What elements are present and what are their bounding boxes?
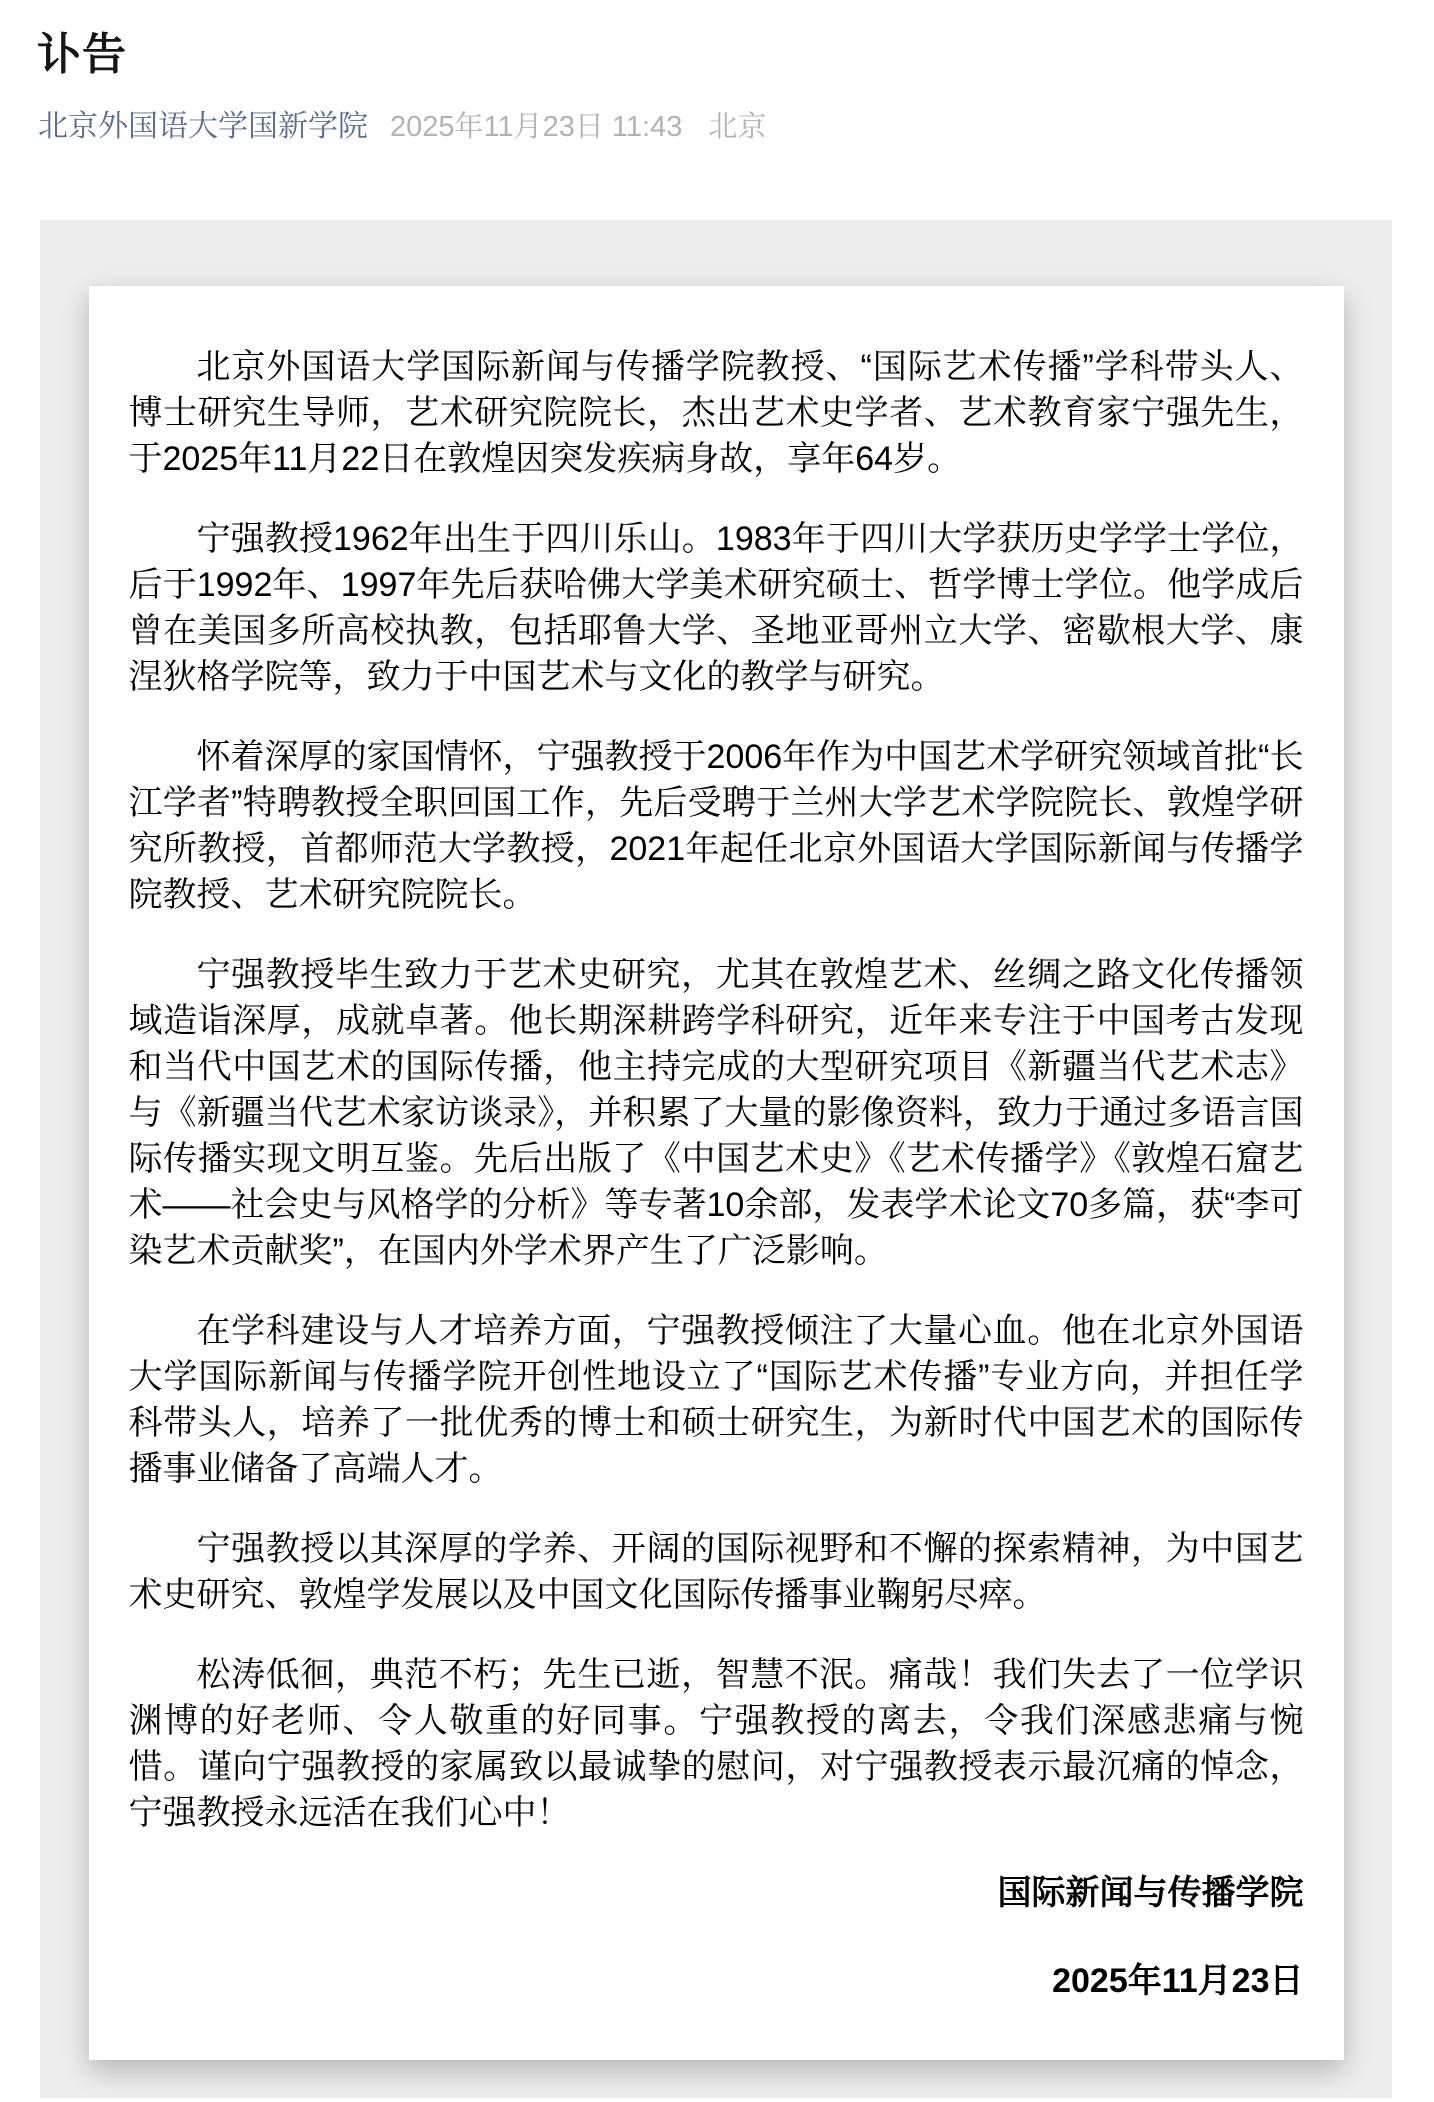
notice-paragraph: 在学科建设与人才培养方面，宁强教授倾注了大量心血。他在北京外国语大学国际新闻与传播学院开创性地设立了“国际艺术传播”专业方向，并担任学科带头人，培养了一批优秀的博士和硕士研究生，为新时代中国艺术的国际传播事业储备了高端人才。 [128, 1312, 1304, 1488]
notice-paragraph: 松涛低徊，典范不朽；先生已逝，智慧不泯。痛哉！我们失去了一位学识渊博的好老师、令人敬重的好同事。宁强教授的离去，令我们深感悲痛与惋惜。谨向宁强教授的家属致以最诚挚的慰问，对宁强教授表示最沉痛的悼念，宁强教授永远活在我们心中！ [128, 1656, 1304, 1832]
article-byline [38, 110, 1434, 144]
signature-date: 2025年11月23日 [1052, 1962, 1304, 2000]
notice-paragraph: 宁强教授以其深厚的学养、开阔的国际视野和不懈的探索精神，为中国艺术史研究、敦煌学发展以及中国文化国际传播事业鞠躬尽瘁。 [128, 1530, 1304, 1614]
notice-gray-background [40, 220, 1392, 2098]
notice-paragraph: 怀着深厚的家国情怀，宁强教授于2006年作为中国艺术学研究领域首批“长江学者”特聘教授全职回国工作，先后受聘于兰州大学艺术学院院长、敦煌学研究所教授，首都师范大学教授，2021年起任北京外国语大学国际新闻与传播学院教授、艺术研究院院长。 [128, 738, 1304, 914]
notice-paragraph: 宁强教授毕生致力于艺术史研究，尤其在敦煌艺术、丝绸之路文化传播领域造诣深厚，成就卓著。他长期深耕跨学科研究，近年来专注于中国考古发现和当代中国艺术的国际传播，他主持完成的大型研究项目《新疆当代艺术志》与《新疆当代艺术家访谈录》，并积累了大量的影像资料，致力于通过多语言国际传播实现文明互鉴。先后出版了《中国艺术史》《艺术传播学》《敦煌石窟艺术——社会史与风格学的分析》等专著10余部，发表学术论文70多篇，获“李可染艺术贡献奖”，在国内外学术界产生了广泛影响。 [128, 956, 1304, 1270]
publish-location: 北京 [708, 111, 767, 143]
article-title: 讣告 [37, 30, 127, 79]
account-name-link[interactable]: 北京外国语大学国新学院 [38, 110, 368, 143]
notice-paper-card [89, 286, 1344, 2060]
notice-paragraph: 北京外国语大学国际新闻与传播学院教授、“国际艺术传播”学科带头人、博士研究生导师，艺术研究院院长，杰出艺术史学者、艺术教育家宁强先生，于2025年11月22日在敦煌因突发疾病身故，享年64岁。 [128, 348, 1304, 478]
signature-org: 国际新闻与传播学院 [997, 1874, 1304, 1912]
notice-paragraph: 宁强教授1962年出生于四川乐山。1983年于四川大学获历史学学士学位，后于1992年、1997年先后获哈佛大学美术研究硕士、哲学博士学位。他学成后曾在美国多所高校执教，包括耶鲁大学、圣地亚哥州立大学、密歇根大学、康涅狄格学院等，致力于中国艺术与文化的教学与研究。 [128, 520, 1304, 696]
publish-time: 2025年11月23日 11:43 [390, 111, 683, 143]
